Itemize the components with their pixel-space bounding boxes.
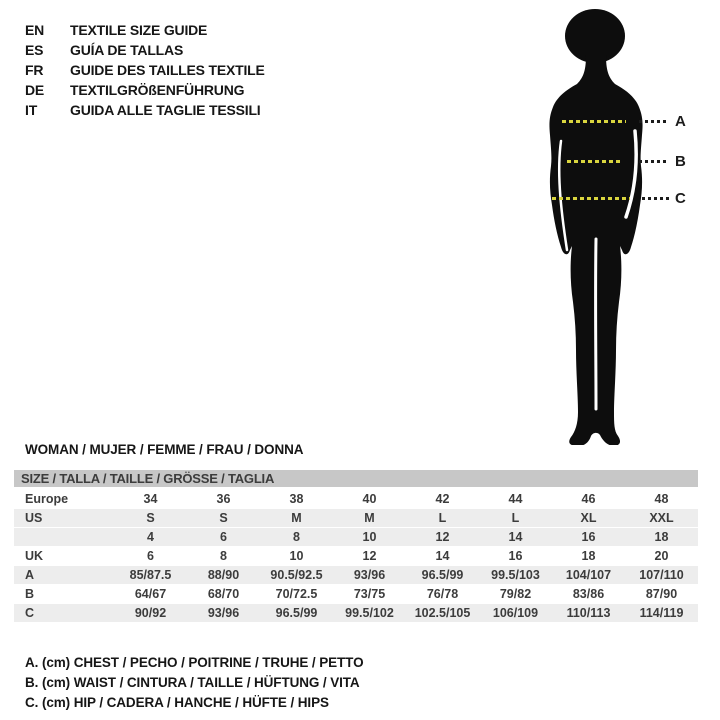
- legend-hip: C. (cm) HIP / CADERA / HANCHE / HÜFTE / HIPS: [25, 695, 329, 710]
- waist-pointer-line: [639, 160, 667, 163]
- table-cell: 40: [362, 492, 377, 506]
- table-cell: 114/119: [639, 606, 684, 620]
- hip-pointer-line: [642, 197, 669, 200]
- chest-measure-line: [562, 120, 626, 123]
- table-cell: 6: [147, 549, 154, 563]
- table-cell: 38: [289, 492, 304, 506]
- table-cell: 104/107: [565, 568, 612, 582]
- table-row-europe: [14, 490, 698, 509]
- table-cell: 36: [216, 492, 231, 506]
- table-row-us-numeric: [14, 528, 698, 547]
- table-cell: 14: [508, 530, 523, 544]
- language-title-list: [25, 20, 265, 120]
- language-row-it: [25, 100, 265, 120]
- legend-chest: A. (cm) CHEST / PECHO / POITRINE / TRUHE / PETTO: [25, 655, 364, 670]
- legend-waist: B. (cm) WAIST / CINTURA / TAILLE / HÜFTUNG / VITA: [25, 675, 360, 690]
- table-cell: 16: [581, 530, 596, 544]
- language-row-de: [25, 80, 265, 100]
- guide-title: GUIDE DES TAILLES TEXTILE: [70, 62, 265, 78]
- table-cell: 88/90: [207, 568, 240, 582]
- table-cell: 46: [581, 492, 596, 506]
- table-cell: 83/86: [572, 587, 605, 601]
- table-cell: 48: [654, 492, 669, 506]
- table-cell: 4: [147, 530, 154, 544]
- language-row-fr: [25, 60, 265, 80]
- measure-label-c: C: [675, 190, 686, 207]
- waist-measure-line: [567, 160, 621, 163]
- table-cell: 64/67: [134, 587, 167, 601]
- table-cell: 102.5/105: [414, 606, 471, 620]
- table-row-hip-c: [14, 604, 698, 623]
- table-cell: 79/82: [499, 587, 532, 601]
- table-cell: M: [364, 511, 375, 525]
- table-cell: 14: [435, 549, 450, 563]
- table-cell: XXL: [649, 511, 674, 525]
- chest-pointer-line: [639, 120, 667, 123]
- row-label: UK: [25, 549, 44, 563]
- table-cell: 96.5/99: [275, 606, 318, 620]
- row-label: US: [25, 511, 43, 525]
- table-cell: 107/110: [639, 568, 684, 582]
- language-code: FR: [25, 62, 44, 78]
- measurement-legend: [25, 653, 364, 713]
- table-cell: 99.5/103: [491, 568, 540, 582]
- guide-title: TEXTILE SIZE GUIDE: [70, 22, 208, 38]
- table-cell: 90/92: [134, 606, 167, 620]
- guide-title: GUIDA ALLE TAGLIE TESSILI: [70, 102, 261, 118]
- table-cell: 12: [435, 530, 450, 544]
- row-label: [14, 528, 114, 547]
- table-row-us: [14, 509, 698, 528]
- measure-label-a: A: [675, 113, 686, 130]
- hip-measure-line: [552, 197, 630, 200]
- table-cell: 16: [508, 549, 523, 563]
- table-cell: M: [291, 511, 302, 525]
- table-cell: 34: [143, 492, 158, 506]
- language-code: IT: [25, 102, 38, 118]
- language-row-es: [25, 40, 265, 60]
- table-header: SIZE / TALLA / TAILLE / GRÖSSE / TAGLIA: [14, 470, 698, 487]
- table-cell: 44: [508, 492, 523, 506]
- table-cell: 90.5/92.5: [270, 568, 323, 582]
- size-table: [14, 470, 698, 623]
- table-cell: 42: [435, 492, 450, 506]
- table-cell: S: [219, 511, 228, 525]
- table-cell: 68/70: [207, 587, 240, 601]
- table-cell: 20: [654, 549, 669, 563]
- table-cell: 87/90: [645, 587, 678, 601]
- table-cell: L: [438, 511, 447, 525]
- table-row-uk: [14, 547, 698, 566]
- row-label: Europe: [25, 492, 69, 506]
- table-cell: 8: [293, 530, 300, 544]
- row-label: B: [25, 587, 35, 601]
- language-code: DE: [25, 82, 45, 98]
- guide-title: GUÍA DE TALLAS: [70, 42, 184, 58]
- table-cell: 8: [220, 549, 227, 563]
- table-cell: 10: [289, 549, 304, 563]
- table-cell: 70/72.5: [275, 587, 318, 601]
- measure-label-b: B: [675, 153, 686, 170]
- guide-title: TEXTILGRÖßENFÜHRUNG: [70, 82, 245, 98]
- language-row-en: [25, 20, 265, 40]
- language-code: ES: [25, 42, 44, 58]
- table-cell: 10: [362, 530, 377, 544]
- table-cell: XL: [580, 511, 597, 525]
- row-label: C: [25, 606, 35, 620]
- woman-silhouette: [540, 5, 655, 445]
- row-label: A: [25, 568, 35, 582]
- table-row-waist-b: [14, 585, 698, 604]
- table-cell: 73/75: [353, 587, 386, 601]
- table-cell: 12: [362, 549, 377, 563]
- table-cell: 93/96: [207, 606, 240, 620]
- table-cell: 6: [220, 530, 227, 544]
- table-row-chest-a: [14, 566, 698, 585]
- table-cell: L: [511, 511, 520, 525]
- table-cell: 85/87.5: [129, 568, 172, 582]
- section-title: WOMAN / MUJER / FEMME / FRAU / DONNA: [25, 442, 304, 457]
- table-cell: S: [146, 511, 155, 525]
- language-code: EN: [25, 22, 45, 38]
- table-cell: 76/78: [426, 587, 459, 601]
- table-cell: 93/96: [353, 568, 386, 582]
- table-cell: 106/109: [492, 606, 539, 620]
- table-cell: 99.5/102: [345, 606, 394, 620]
- table-cell: 18: [654, 530, 669, 544]
- table-cell: 96.5/99: [421, 568, 464, 582]
- table-cell: 18: [581, 549, 596, 563]
- table-cell: 110/113: [566, 606, 611, 620]
